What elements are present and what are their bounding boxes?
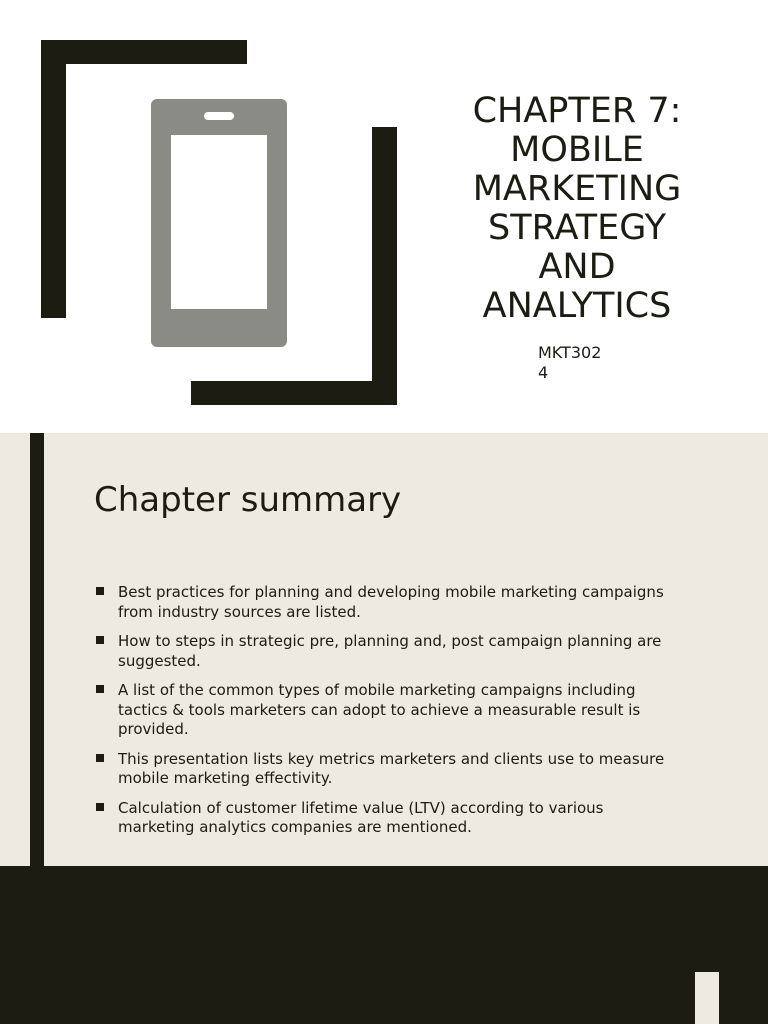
phone-speaker: [204, 112, 234, 120]
smartphone-icon: [151, 99, 287, 347]
summary-bullet: Calculation of customer lifetime value (LTV) according to various marketing analytics companies are mentioned.: [94, 799, 684, 838]
accent-bar-light: [695, 972, 719, 1024]
frame-bar-left: [41, 40, 66, 318]
title-slide: [0, 0, 768, 433]
summary-heading: Chapter summary: [94, 480, 402, 520]
slide-subtitle: [538, 343, 628, 383]
frame-bar-bottom-right: [191, 381, 397, 405]
frame-bar-top-left: [41, 40, 247, 64]
subtitle-line: 4: [538, 363, 549, 382]
frame-bar-right: [372, 127, 397, 405]
summary-slide: [0, 433, 768, 866]
slide-title: CHAPTER 7: MOBILE MARKETING STRATEGY AND ANALYTICS: [472, 91, 682, 326]
subtitle-line: MKT302: [538, 343, 602, 362]
next-slide: [0, 866, 768, 1024]
accent-bar-left: [30, 433, 44, 866]
summary-bullet: This presentation lists key metrics marketers and clients use to measure mobile marketing effectivity.: [94, 750, 684, 789]
phone-screen: [171, 135, 267, 309]
summary-bullet: A list of the common types of mobile marketing campaigns including tactics & tools marketers can adopt to achieve a measurable result is provided.: [94, 681, 684, 740]
summary-bullet: How to steps in strategic pre, planning and, post campaign planning are suggested.: [94, 632, 684, 671]
summary-bullet-list: [94, 583, 684, 848]
summary-bullet: Best practices for planning and developing mobile marketing campaigns from industry sources are listed.: [94, 583, 684, 622]
